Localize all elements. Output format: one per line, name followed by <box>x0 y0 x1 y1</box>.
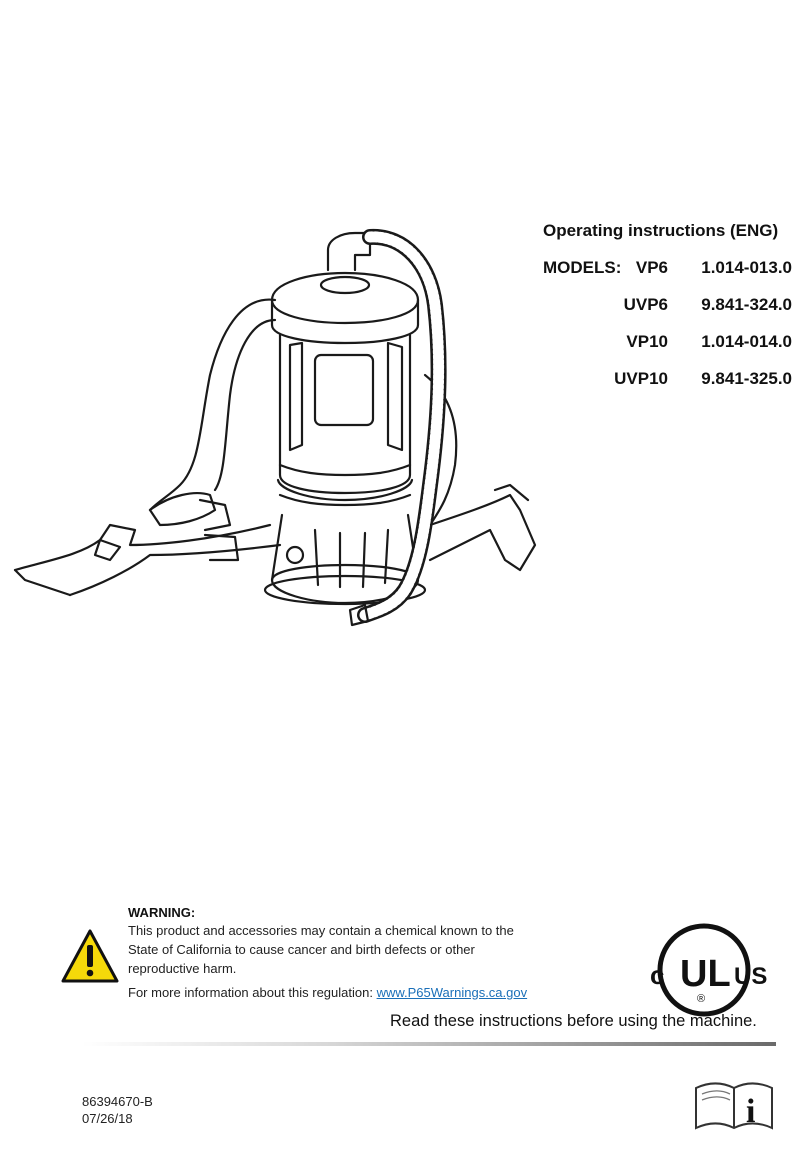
cert-registered: ® <box>697 993 706 1005</box>
model-number: 9.841-324.0 <box>701 295 792 314</box>
more-info-prefix: For more information about this regulation: <box>128 985 377 1000</box>
cert-us: US <box>734 963 768 990</box>
model-name: VP10 <box>626 332 668 351</box>
read-instructions-note: Read these instructions before using the machine. <box>390 1012 757 1030</box>
document-title: Operating instructions (ENG) <box>543 221 779 240</box>
cert-ul: UL <box>680 953 731 995</box>
p65-warnings-link[interactable]: www.P65Warnings.ca.gov <box>376 985 528 1000</box>
info-book-icon <box>694 1080 774 1130</box>
backpack-vacuum-illustration <box>10 225 550 645</box>
divider-rule <box>82 1042 776 1046</box>
info-glyph: i <box>746 1093 756 1130</box>
models-label: MODELS: <box>543 258 622 277</box>
more-info-line <box>128 985 527 1000</box>
model-name: VP6 <box>635 258 668 277</box>
culus-certification-logo <box>634 920 774 1020</box>
model-row <box>540 295 792 317</box>
cert-c: c <box>650 960 665 990</box>
model-number: 1.014-013.0 <box>701 258 792 277</box>
model-row <box>540 258 792 280</box>
document-identifier <box>82 1093 153 1127</box>
warning-triangle-icon <box>60 928 120 984</box>
model-number: 9.841-325.0 <box>701 369 792 388</box>
model-name: UVP10 <box>614 369 668 388</box>
model-row <box>540 332 792 354</box>
warning-text: This product and accessories may contain a chemical known to the State of California to cause cancer and birth defects or other reproductive harm. <box>128 923 514 976</box>
document-number: 86394670-B <box>82 1094 153 1109</box>
model-name: UVP6 <box>623 295 668 314</box>
warning-heading: WARNING: <box>128 905 196 920</box>
models-table <box>540 258 800 398</box>
document-date: 07/26/18 <box>82 1111 133 1126</box>
model-number: 1.014-014.0 <box>701 332 792 351</box>
model-row <box>540 369 792 391</box>
